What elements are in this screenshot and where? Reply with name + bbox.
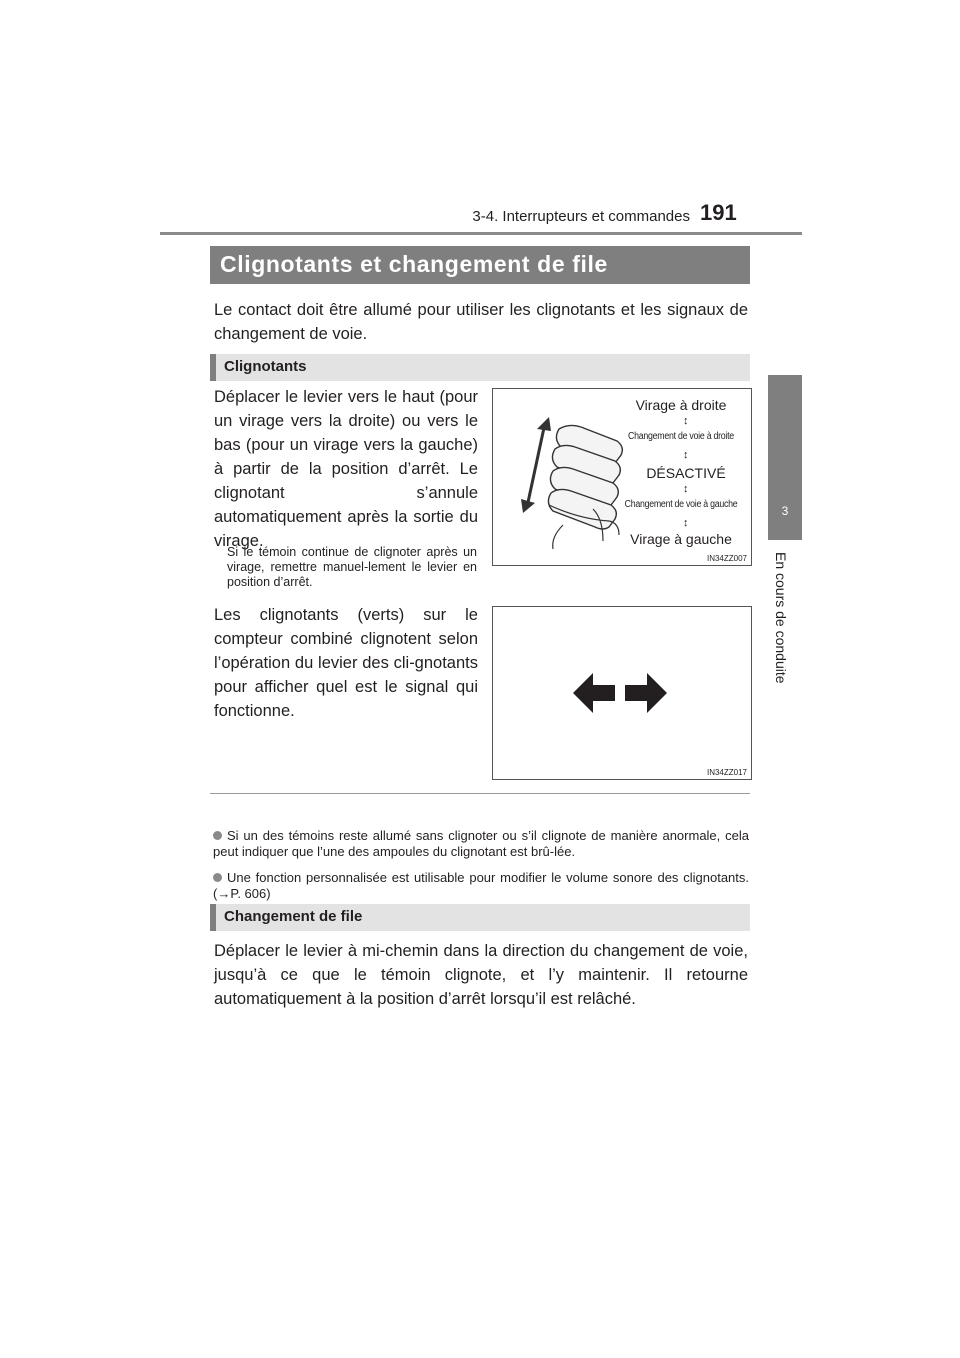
arrow-up-down-icon: ↕ [683,415,689,427]
indicators-figure [492,606,752,780]
subheading-changement-de-file [210,904,750,931]
page-number: 191 [700,200,737,225]
chapter-side-label [773,552,797,712]
note-item [213,828,749,860]
chapter-tab-number: 3 [781,504,789,518]
arrow-up-down-icon: ↕ [683,449,689,461]
indicator-arrows [493,607,751,779]
subheading-text: Changement de file [224,908,363,925]
intro-paragraph: Le contact doit être allumé pour utiliser les clignotants et les signaux de changement de voie. [214,301,748,343]
label-off: DÉSACTIVÉ [646,465,726,481]
subheading-clignotants [210,354,750,381]
label-turn-right: Virage à droite [635,397,727,413]
note-text: Si un des témoins reste allumé sans clignoter ou s’il clignote de manière anormale, cela peut indiquer que l’une des ampoules du clignotant est brû-lée. [213,828,749,859]
bullet-icon [213,873,222,882]
arrow-up-down-icon: ↕ [683,517,689,529]
note-item [213,870,749,902]
note-text: Une fonction personnalisée est utilisable pour modifier le volume sonore des clignotants. (→P. 606) [213,870,749,901]
lever-note: Si le témoin continue de clignoter après un virage, remettre manuel-lement le levier en position d’arrêt. [227,545,477,589]
label-lane-left: Changement de voie à gauche [624,499,738,510]
lever-paragraph: Déplacer le levier vers le haut (pour un virage vers la droite) ou vers le bas (pour un virage vers la gauche) à partir de la position d’arrêt. Le clignotant s’annule automatiquement après la sortie du virage. [214,388,478,550]
label-turn-left: Virage à gauche [630,531,732,547]
left-arrow-icon [573,673,615,713]
separator-rule [210,793,750,794]
indicators-paragraph: Les clignotants (verts) sur le compteur combiné clignotent selon l’opération du levier des cli-gnotants pour afficher quel est le signal qui fonctionne. [214,606,478,720]
right-arrow-icon [625,673,667,713]
section-title: Clignotants et changement de file [220,251,608,277]
section-title-bar [210,246,750,284]
label-lane-right: Changement de voie à droite [628,431,734,442]
figure-code: IN34ZZ017 [706,768,747,777]
figure-code: IN34ZZ007 [706,554,747,563]
subheading-text: Clignotants [224,358,307,375]
lever-figure [492,388,752,566]
bullet-icon [213,831,222,840]
subheading-marker [210,904,216,931]
subheading-marker [210,354,216,381]
arrow-up-down-icon: ↕ [683,483,689,495]
chapter-side-label-text: En cours de conduite [773,552,789,684]
lane-change-paragraph: Déplacer le levier à mi-chemin dans la direction du changement de voie, jusqu’à ce que le témoin clignote, et l’y maintenir. Il retourne automatiquement à la position d’arrêt lorsqu’il est relâché. [214,942,748,1008]
header-rule [160,232,802,235]
running-header: 3-4. Interrupteurs et commandes [472,208,690,225]
